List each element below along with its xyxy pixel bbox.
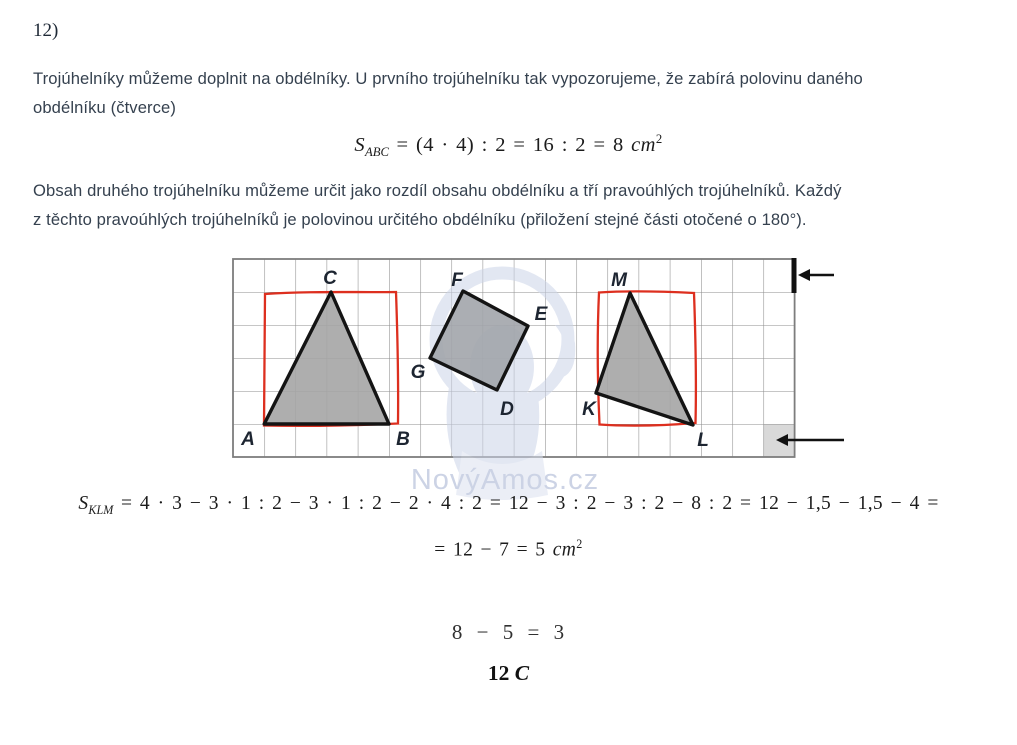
formula-sklm-body: = 4 · 3 − 3 · 1 : 2 − 3 · 1 : 2 − 2 · 4 : 2 = 12 − 3 : 2 − 3 : 2 − 8 : 2 = 12 − 1,5 − 1,5 − 4 = <box>113 493 939 514</box>
vertex-label-m: M <box>611 270 627 291</box>
vertex-label-k: K <box>582 399 596 420</box>
vertex-label-g: G <box>410 362 426 383</box>
formula-sklm-unit: cm <box>552 539 577 561</box>
vertex-label-f: F <box>451 270 463 291</box>
formula-sabc-unit: cm <box>631 133 656 156</box>
vertex-label-a: A <box>241 429 255 450</box>
vertex-label-c: C <box>323 268 337 289</box>
left-arrow-icon-top <box>798 269 834 281</box>
formula-sabc <box>0 132 1017 160</box>
vertex-label-b: B <box>396 429 410 450</box>
formula-sklm-var: S <box>78 493 89 514</box>
solution-figure <box>200 255 850 500</box>
paragraph-intro <box>33 64 993 122</box>
formula-sabc-exponent: 2 <box>655 132 663 146</box>
paragraph-intro-line-2: obdélníku (čtverce) <box>33 98 177 117</box>
formula-sklm-exponent: 2 <box>576 537 583 551</box>
problem-number: 12) <box>33 20 59 41</box>
vertex-label-d: D <box>500 399 514 420</box>
paragraph-second-line-1: Obsah druhého trojúhelníku můžeme určit jako rozdíl obsahu obdélníku a tří pravoúhlých trojúhelníků. Každý <box>33 181 842 200</box>
paragraph-intro-line-1: Trojúhelníky můžeme doplnit na obdélníky. U prvního trojúhelníku tak vypozorujeme, že zabírá polovinu daného <box>33 69 863 88</box>
formula-sklm-line1 <box>0 493 1017 518</box>
vertex-label-e: E <box>534 304 548 325</box>
answer-letter: C <box>514 661 530 685</box>
formula-sklm-line2 <box>0 537 1017 562</box>
novyamos-watermark: NovýAmos.cz <box>410 464 600 496</box>
paragraph-second-triangle <box>33 176 993 234</box>
formula-sabc-var: S <box>354 133 366 156</box>
paragraph-second-line-2: z těchto pravoúhlých trojúhelníků je polovinou určitého obdélníku (přiložení stejné části otočené o 180°). <box>33 210 807 229</box>
formula-sklm-subscript: KLM <box>88 502 114 517</box>
formula-sabc-body: = (4 · 4) : 2 = 16 : 2 = 8 <box>389 133 632 156</box>
answer-number: 12 <box>487 661 515 685</box>
vertex-label-l: L <box>697 430 709 451</box>
left-arrow-icon-bottom <box>776 434 844 446</box>
final-answer <box>0 661 1017 686</box>
formula-sabc-subscript: ABC <box>365 144 390 159</box>
formula-difference: 8 − 5 = 3 <box>451 620 566 644</box>
formula-sklm-line2-body: = 12 − 7 = 5 <box>434 539 553 561</box>
